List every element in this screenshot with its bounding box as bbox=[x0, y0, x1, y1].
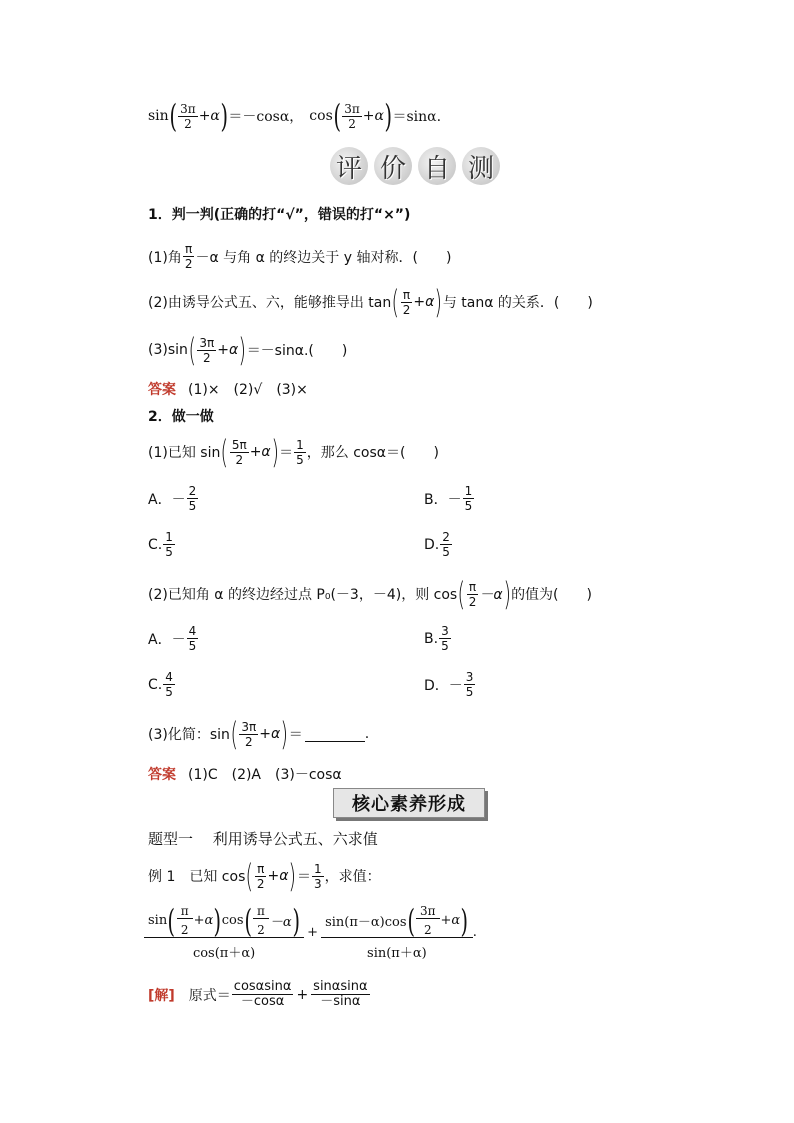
denominator: 2 bbox=[184, 116, 192, 131]
solution-line: [解] 原式＝ $\frac{\cos\alpha\sin\alpha}{-\cos\alpha}$ + $\frac{\sin\alpha\sin\alpha}{-\sin\alpha}$ bbox=[148, 979, 368, 1009]
answer-line: 答案 (1)× (2)√ (3)× bbox=[148, 382, 308, 398]
question-item: (3)sin ( $\frac{3\pi}{2}$ +α ) ＝－sinα.( ) bbox=[148, 331, 348, 369]
question-item: (2)由诱导公式五、六，能够推导出 tan ( $\frac{\pi}{2}$ +α ) 与 tanα 的关系．( ) bbox=[148, 283, 593, 321]
question-item: (1)已知 sin ( $\frac{5\pi}{2}$ +α ) ＝ $\frac{1}{5}$ ，那么 cosα＝( ) bbox=[148, 433, 439, 471]
text: cos bbox=[309, 108, 333, 124]
option-C: C. $\frac{1}{5}$ bbox=[148, 530, 173, 559]
section-banner-core: 核心素养形成 bbox=[333, 788, 485, 818]
option-D: D．－ $\frac{3}{5}$ bbox=[424, 670, 474, 699]
numerator: 3π bbox=[344, 101, 360, 116]
text: sin bbox=[148, 108, 169, 124]
text: +α bbox=[198, 108, 220, 124]
question-item: (3)化简：sin ( $\frac{3\pi}{2}$ +α ) ＝ . bbox=[148, 715, 370, 753]
example-expression: sin ( $\frac{\pi}{2}$ +α ) cos ( $\frac{\pi}{2}$ －α ) cos(π＋α) + sin(π－α)cos ( $\frac{3\pi}{2}$ +α ) sin(π＋α) . bbox=[144, 904, 477, 961]
big-fraction: sin(π－α)cos ( $\frac{3\pi}{2}$ +α ) sin(π＋α) bbox=[321, 904, 473, 961]
denominator: 2 bbox=[348, 116, 356, 131]
text: ＝sinα. bbox=[392, 109, 442, 125]
section-banner-self-test bbox=[330, 147, 500, 185]
paren-right: ) bbox=[220, 97, 228, 135]
text: +α bbox=[362, 108, 384, 124]
fraction bbox=[342, 102, 362, 131]
option-A: A．－ $\frac{2}{5}$ bbox=[148, 484, 197, 513]
example-line: 例 1 已知 cos ( $\frac{\pi}{2}$ +α ) ＝ $\frac{1}{3}$ ，求值： bbox=[148, 857, 381, 895]
paren-right: ) bbox=[384, 97, 392, 135]
banner-char: 测 bbox=[462, 147, 500, 185]
banner-char: 价 bbox=[374, 147, 412, 185]
answer-blank bbox=[305, 727, 365, 742]
question-title: 1．判一判(正确的打“√”，错误的打“×”) bbox=[148, 207, 411, 223]
banner-char: 自 bbox=[418, 147, 456, 185]
option-B: B. $\frac{3}{5}$ bbox=[424, 624, 449, 653]
big-fraction: sin ( $\frac{\pi}{2}$ +α ) cos ( $\frac{\pi}{2}$ －α ) cos(π＋α) bbox=[144, 904, 304, 961]
banner-char: 评 bbox=[330, 147, 368, 185]
option-B: B．－ $\frac{1}{5}$ bbox=[424, 484, 473, 513]
option-A: A．－ $\frac{4}{5}$ bbox=[148, 624, 197, 653]
text: ＝－cosα， bbox=[228, 109, 304, 125]
paren-left: ( bbox=[333, 97, 341, 135]
question-item: (1)角 $\frac{\pi}{2}$ －α 与角 α 的终边关于 y 轴对称．( ) bbox=[148, 242, 452, 271]
answer-line: 答案 (1)C (2)A (3)－cosα bbox=[148, 767, 342, 783]
option-D: D. $\frac{2}{5}$ bbox=[424, 530, 450, 559]
question-item: (2)已知角 α 的终边经过点 P₀(－3，－4)，则 cos ( $\frac{\pi}{2}$ －α ) 的值为( ) bbox=[148, 575, 592, 613]
numerator: 3π bbox=[180, 101, 196, 116]
formula-line-top bbox=[148, 97, 442, 135]
question-title: 2．做一做 bbox=[148, 409, 214, 425]
option-C: C. $\frac{4}{5}$ bbox=[148, 670, 173, 699]
fraction bbox=[178, 102, 198, 131]
paren-left: ( bbox=[169, 97, 177, 135]
type-heading: 题型一 利用诱导公式五、六求值 bbox=[148, 830, 378, 848]
